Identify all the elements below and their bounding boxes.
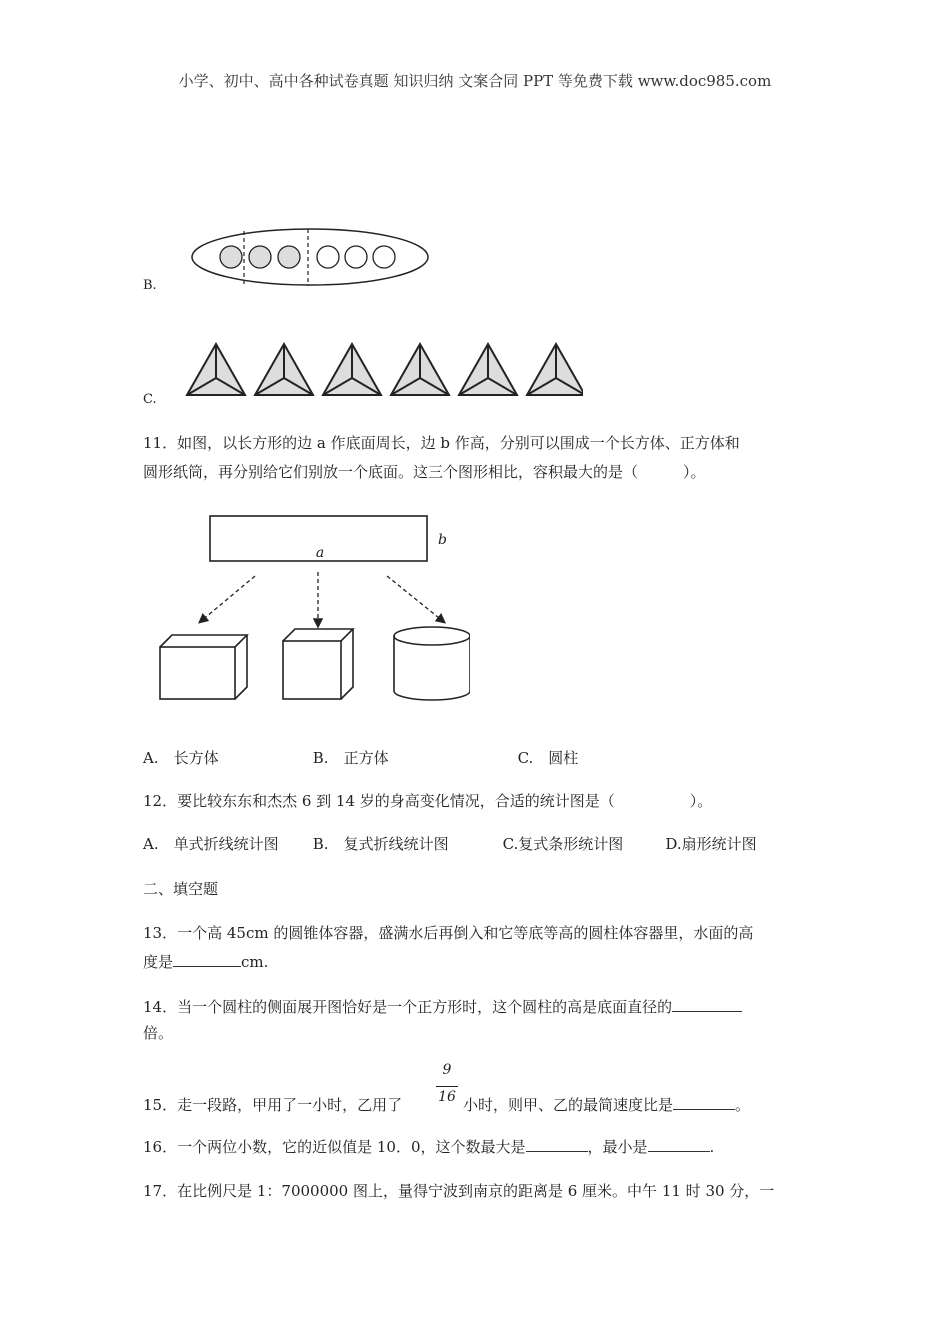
q15-text: 小时，则甲、乙的最简速度比是 bbox=[463, 1096, 674, 1114]
q16-min-blank[interactable] bbox=[648, 1136, 710, 1152]
q12-option-d[interactable]: D.扇形统计图 bbox=[665, 835, 757, 853]
fraction-denominator: 16 bbox=[438, 1089, 456, 1105]
q11-option-c[interactable]: C. 圆柱 bbox=[517, 749, 579, 767]
q13-answer-blank[interactable] bbox=[173, 951, 241, 967]
side-a-label: a bbox=[315, 545, 325, 561]
side-b-label: b bbox=[438, 532, 447, 548]
q14-text-line1 bbox=[143, 994, 742, 1020]
option-b-label: B. bbox=[143, 278, 157, 293]
q15-answer-blank[interactable] bbox=[673, 1094, 735, 1110]
q16-text-b: ，最小是 bbox=[587, 1138, 648, 1156]
q15-text-right bbox=[463, 1092, 750, 1118]
section-title-fill-blank: 二、填空题 bbox=[143, 880, 219, 898]
triangles-figure bbox=[183, 340, 583, 400]
fraction-bar bbox=[436, 1086, 458, 1087]
q15-period: 。 bbox=[735, 1096, 751, 1114]
counters-ellipse-figure bbox=[188, 225, 433, 290]
q17-text: 17．在比例尺是 1：7000000 图上，量得宁波到南京的距离是 6 厘米。中午 11 时 30 分，一 bbox=[143, 1182, 775, 1200]
q15-text-left: 15．走一段路，甲用了一小时，乙用了 bbox=[143, 1096, 403, 1114]
q11-text-line2: 圆形纸筒，再分别给它们别放一个底面。这三个图形相比，容积最大的是（ ）。 bbox=[143, 463, 706, 481]
q12-option-b[interactable]: B. 复式折线统计图 bbox=[312, 835, 449, 853]
q14-text-line2: 倍。 bbox=[143, 1024, 174, 1042]
q16-text-a: 16．一个两位小数，它的近似值是 10．0，这个数最大是 bbox=[143, 1138, 526, 1156]
q12-option-c[interactable]: C.复式条形统计图 bbox=[502, 835, 624, 853]
fraction-numerator: 9 bbox=[442, 1062, 452, 1078]
q13-text-line1: 13．一个高 45cm 的圆锥体容器，盛满水后再倒入和它等底等高的圆柱体容器里，水面的高 bbox=[143, 924, 754, 942]
q13-unit: cm. bbox=[241, 953, 269, 971]
page-header: 小学、初中、高中各种试卷真题 知识归纳 文案合同 PPT 等免费下载 www.doc985.com bbox=[178, 72, 772, 90]
q13-text-line2 bbox=[143, 949, 268, 975]
q12-options bbox=[143, 831, 757, 857]
q11-options bbox=[143, 745, 578, 771]
q11-option-a[interactable]: A. 长方体 bbox=[143, 749, 219, 767]
q14-answer-blank[interactable] bbox=[672, 996, 742, 1012]
q16-max-blank[interactable] bbox=[526, 1136, 588, 1152]
rectangle-to-solids-figure bbox=[150, 510, 470, 710]
q14-text: 14．当一个圆柱的侧面展开图恰好是一个正方形时，这个圆柱的高是底面直径的 bbox=[143, 998, 673, 1016]
q13-text-prefix: 度是 bbox=[143, 953, 174, 971]
q16-text-c: . bbox=[709, 1138, 715, 1156]
q12-text: 12．要比较东东和杰杰 6 到 14 岁的身高变化情况，合适的统计图是（ ）。 bbox=[143, 792, 713, 810]
q11-text-line1: 11．如图，以长方形的边 a 作底面周长，边 b 作高，分别可以围成一个长方体、正方体和 bbox=[143, 434, 740, 452]
q12-option-a[interactable]: A. 单式折线统计图 bbox=[143, 835, 279, 853]
q11-option-b[interactable]: B. 正方体 bbox=[312, 749, 389, 767]
q16-text bbox=[143, 1134, 714, 1160]
option-c-label: C. bbox=[143, 392, 157, 407]
